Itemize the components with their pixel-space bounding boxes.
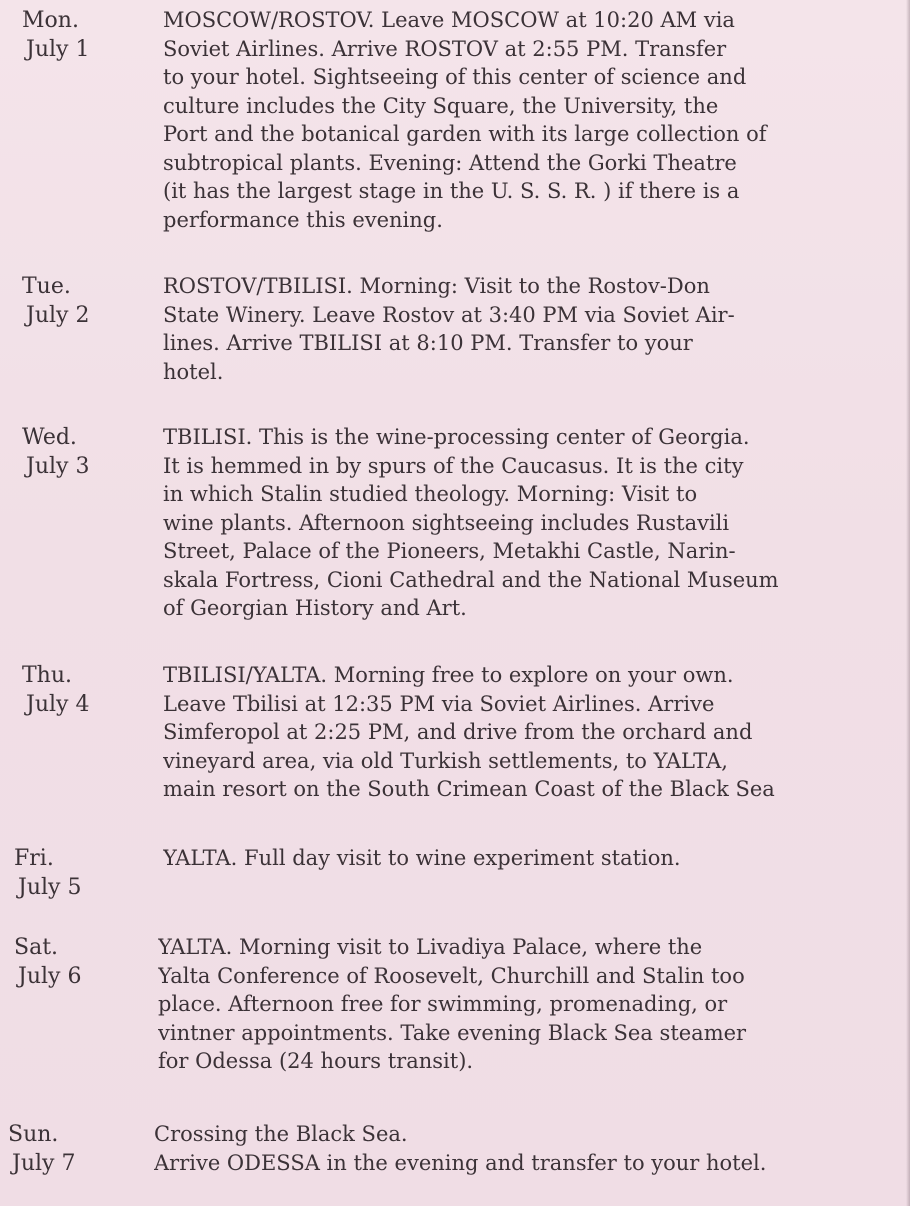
description-line: YALTA. Full day visit to wine experiment station. — [163, 846, 681, 870]
description-line: Soviet Airlines. Arrive ROSTOV at 2:55 PM. Transfer — [163, 36, 727, 61]
description-line: hotel. — [163, 359, 224, 384]
description-line: vintner appointments. Take evening Black Sea steamer — [158, 1020, 747, 1045]
entry-description — [163, 272, 903, 386]
entry-day-date: July 4 — [26, 692, 90, 717]
entry-weekday: Thu. — [22, 663, 73, 688]
entry-weekday: Fri. — [14, 846, 54, 871]
description-line: State Winery. Leave Rostov at 3:40 PM via Soviet Air- — [163, 302, 735, 327]
entry-date — [22, 272, 89, 330]
description-line: Arrive ODESSA in the evening and transfer to your hotel. — [154, 1150, 767, 1175]
entry-date — [22, 661, 89, 719]
entry-date — [22, 423, 89, 481]
entry-weekday: Tue. — [22, 274, 71, 299]
entry-day-date: July 7 — [12, 1151, 76, 1176]
entry-weekday: Mon. — [22, 8, 79, 33]
description-line: ROSTOV/TBILISI. Morning: Visit to the Rostov-Don — [163, 274, 710, 298]
description-line: (it has the largest stage in the U. S. S. R. ) if there is a — [163, 179, 740, 203]
entry-date — [14, 844, 81, 902]
description-line: Street, Palace of the Pioneers, Metakhi Castle, Narin- — [163, 539, 736, 563]
description-line: place. Afternoon free for swimming, promenading, or — [158, 992, 728, 1016]
description-line: for Odessa (24 hours transit). — [158, 1049, 474, 1073]
entry-date — [8, 1120, 75, 1178]
description-line: vineyard area, via old Turkish settlements, to YALTA, — [163, 748, 728, 773]
description-line: wine plants. Afternoon sightseeing includes Rustavili — [163, 510, 730, 535]
description-line: performance this evening. — [163, 207, 443, 232]
entry-description — [154, 1120, 894, 1177]
entry-date — [14, 933, 81, 991]
description-line: subtropical plants. Evening: Attend the Gorki Theatre — [163, 150, 737, 175]
description-line: skala Fortress, Cioni Cathedral and the National Museum — [163, 567, 779, 592]
description-line: Port and the botanical garden with its large collection of — [163, 122, 767, 146]
description-line: Simferopol at 2:25 PM, and drive from the orchard and — [163, 720, 753, 744]
entry-date — [22, 6, 89, 64]
entry-weekday: Wed. — [22, 425, 77, 450]
entry-weekday: Sat. — [14, 935, 59, 960]
description-line: culture includes the City Square, the University, the — [163, 93, 719, 118]
description-line: Yalta Conference of Roosevelt, Churchill and Stalin too — [158, 963, 745, 988]
entry-weekday: Sun. — [8, 1122, 59, 1147]
description-line: of Georgian History and Art. — [163, 596, 467, 620]
description-line: MOSCOW/ROSTOV. Leave MOSCOW at 10:20 AM via — [163, 8, 735, 32]
description-line: It is hemmed in by spurs of the Caucasus. It is the city — [163, 453, 744, 478]
description-line: TBILISI. This is the wine-processing center of Georgia. — [163, 425, 750, 449]
description-line: lines. Arrive TBILISI at 8:10 PM. Transfer to your — [163, 331, 693, 355]
entry-day-date: July 2 — [26, 303, 90, 328]
description-line: main resort on the South Crimean Coast of the Black Sea — [163, 777, 775, 801]
description-line: in which Stalin studied theology. Morning: Visit to — [163, 482, 698, 506]
entry-description — [163, 661, 903, 804]
entry-day-date: July 3 — [26, 454, 90, 479]
page-edge-shadow — [906, 0, 910, 1206]
entry-description — [158, 933, 898, 1076]
description-line: Crossing the Black Sea. — [154, 1122, 408, 1146]
entry-description — [163, 423, 903, 623]
entry-day-date: July 5 — [18, 875, 82, 900]
entry-description — [163, 844, 903, 873]
description-line: Leave Tbilisi at 12:35 PM via Soviet Airlines. Arrive — [163, 691, 715, 716]
entry-description — [163, 6, 903, 234]
entry-day-date: July 6 — [18, 964, 82, 989]
description-line: TBILISI/YALTA. Morning free to explore on your own. — [163, 663, 734, 687]
description-line: to your hotel. Sightseeing of this center of science and — [163, 65, 747, 89]
entry-day-date: July 1 — [26, 37, 90, 62]
description-line: YALTA. Morning visit to Livadiya Palace, where the — [158, 935, 703, 959]
